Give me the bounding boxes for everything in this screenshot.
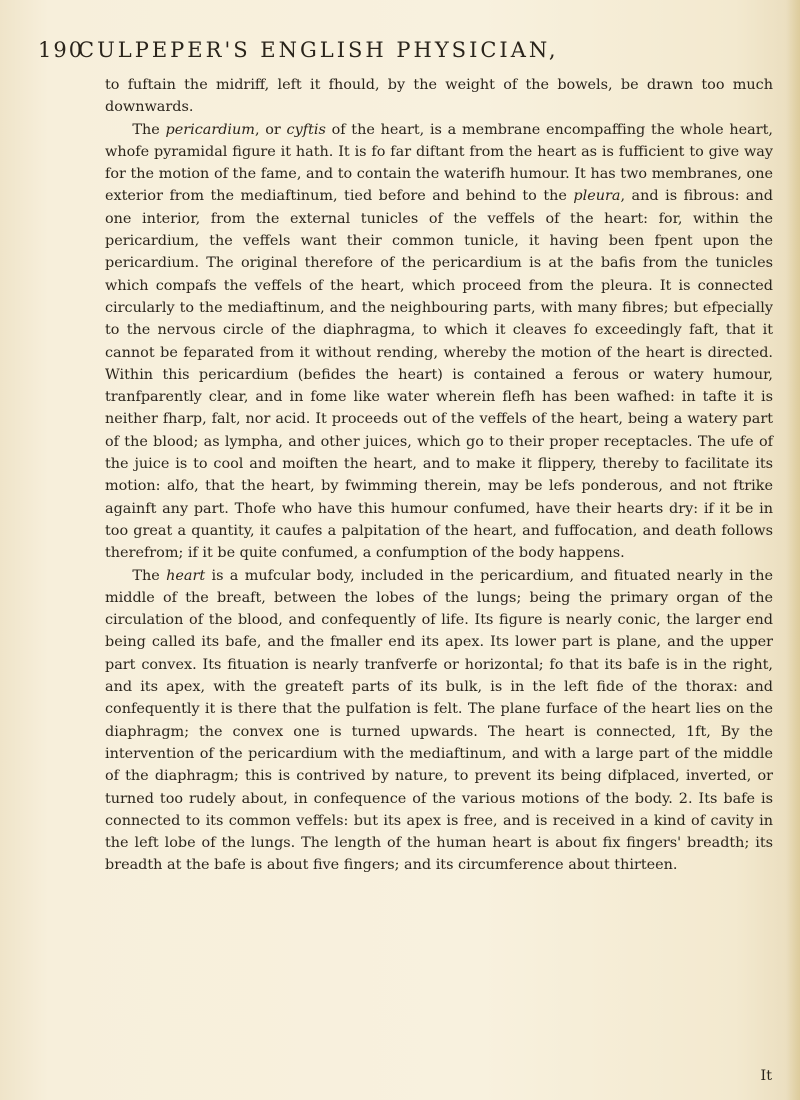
text-run: The: [132, 567, 167, 584]
text-run: to fuftain the midriff, left it fhould, by the weight of the bowels, be drawn too much downwards.: [105, 77, 773, 116]
paragraph-pericardium: [105, 119, 773, 565]
page-number: 190: [38, 38, 85, 62]
italic-term: pericardium: [165, 121, 255, 138]
catchword: It: [760, 1068, 772, 1084]
text-run: The: [132, 121, 166, 138]
italic-term: cyftis: [286, 121, 326, 138]
body-text: [105, 74, 773, 877]
paragraph-continuation: [105, 74, 773, 119]
text-run: of the heart, is a membrane encompaffing the whole heart, whofe pyramidal figure it hath. It is fo far diftant from the heart as is fufficient to give way for the motion of the fame, and to contain the waterifh humour. It has two membranes, one exterior from the mediaftinum, tied before and behind to the: [105, 121, 773, 205]
text-run: , and is fibrous: and one interior, from the external tunicles of the veffels of the heart: for, within the pericardium, the veffels want their common tunicle, it having been fpent upon the pericardium. The original therefore of the pericardium is at the bafis from the tunicles which compafs the veffels of the heart, which proceed from the pleura. It is connected circularly to the mediaftinum, and the neighbouring parts, with many fibres; but efpecially to the nervous circle of the diaphragma, to which it cleaves fo exceedingly faft, that it cannot be feparated from it without rending, whereby the motion of the heart is directed. Within this pericardium (befides the heart) is contained a ferous or watery humour, tranfparently clear, and in fome like water wherein flefh has been wafhed: in tafte it is neither fharp, falt, nor acid. It proceeds out of the veffels of the heart, being a watery part of the blood; as lympha, and other juices, which go to their proper receptacles. The ufe of the juice is to cool and moiften the heart, and to make it flippery, thereby to facilitate its motion: alfo, that the heart, by fwimming therein, may be lefs ponderous, and not ftrike againft any part. Thofe who have this humour confumed, have their hearts dry: if it be in too great a quantity, it caufes a palpitation of the heart, and fuffocation, and death follows therefrom; if it be quite confumed, a confumption of the body happens.: [105, 188, 773, 562]
paragraph-heart: [105, 565, 773, 877]
italic-term: pleura: [573, 188, 621, 205]
text-run: is a mufcular body, included in the pericardium, and fituated nearly in the middle of the breaft, between the lobes of the lungs; being the primary organ of the circulation of the blood, and confequently of life. Its figure is nearly conic, the larger end being called its bafe, and the fmaller end its apex. Its lower part is plane, and the upper part convex. Its fituation is nearly tranfverfe or horizontal; fo that its bafe is in the right, and its apex, with the greateft parts of its bulk, is in the left fide of the thorax: and confequently it is there that the pulfation is felt. The plane furface of the heart lies on the diaphragm; the convex one is turned upwards. The heart is connected, 1ft, By the intervention of the pericardium with the mediaftinum, and with a large part of the middle of the diaphragm; this is contrived by nature, to prevent its being difplaced, inverted, or turned too rudely about, in confequence of the various motions of the body. 2. Its bafe is connected to its common veffels: but its apex is free, and is received in a kind of cavity in the left lobe of the lungs. The length of the human heart is about fix fingers' breadth; its breadth at the bafe is about five fingers; and its circumference about thirteen.: [105, 567, 774, 874]
text-run: , or: [254, 121, 287, 138]
running-title: CULPEPER'S ENGLISH PHYSICIAN,: [78, 38, 559, 62]
italic-term: heart: [166, 567, 206, 584]
page-edge-shadow: [786, 0, 800, 1100]
running-head: [38, 38, 778, 68]
